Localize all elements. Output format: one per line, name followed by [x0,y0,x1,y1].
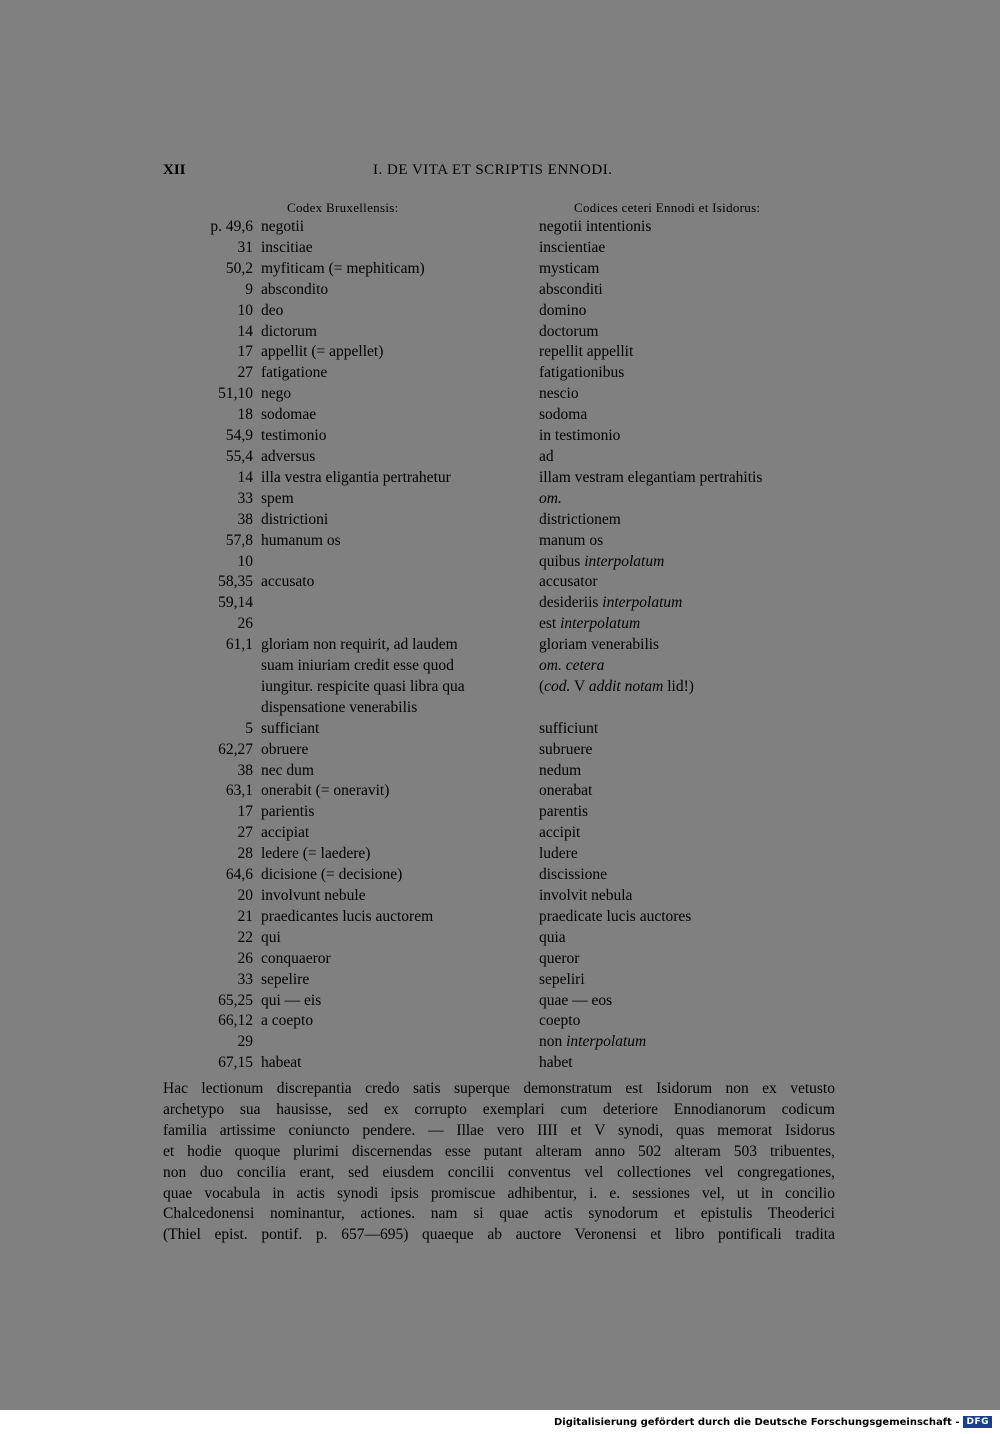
bruxellensis-reading: dispensatione venerabilis [261,698,418,716]
reading-text: non [539,1033,563,1051]
paragraph-line: Chalcedonensi nominantur, actiones. nam si quae actis synodorum et epistulis Theoderici [163,1205,835,1223]
bruxellensis-reading: inscitiae [261,238,313,256]
ceteri-reading [539,781,839,802]
paragraph-line: et hodie quoque plurimi discernendas esse putant alteram anno 502 alteram 503 tribuentes, [163,1142,835,1160]
reading-text: involvit nebula [539,887,633,904]
line-reference: 38 [237,761,253,779]
reading-text: nedum [539,761,582,779]
table-row [163,363,839,384]
dfg-logo: DFG [963,1416,992,1428]
bruxellensis-reading: habeat [261,1054,302,1072]
line-reference: 14 [237,468,253,486]
bruxellensis-reading [261,593,539,614]
table-row [163,844,839,865]
ceteri-reading [539,949,839,970]
table-row [163,572,839,593]
bruxellensis-reading: adversus [261,447,316,465]
reading-text: doctorum [539,322,599,340]
reading-text: in testimonio [539,427,621,445]
reading-text: ludere [539,845,578,863]
bruxellensis-reading: sufficiant [261,719,320,737]
reading-text: quia [539,928,566,946]
bruxellensis-reading: sodomae [261,406,317,424]
ceteri-reading [539,342,839,363]
table-row [163,635,839,656]
table-row [163,781,839,802]
line-reference: 59,14 [218,594,253,612]
reading-text: repellit appellit [539,343,634,361]
line-reference: 9 [245,280,253,298]
reading-text: sodoma [539,406,588,424]
table-row [163,531,839,552]
bruxellensis-reading: nego [261,385,292,403]
ceteri-reading [539,1053,839,1074]
table-row [163,468,839,489]
running-title: I. DE VITA ET SCRIPTIS ENNODI. [373,162,613,178]
column-heading-ceteri: Codices ceteri Ennodi et Isidorus: [574,200,761,215]
reading-text: accipit [539,824,581,842]
line-reference: 66,12 [218,1012,253,1030]
table-row [163,614,839,635]
reading-text: quae — eos [539,991,613,1009]
page-number: XII [163,162,186,178]
table-row [163,907,839,928]
table-row [163,886,839,907]
reading-text: sepeliri [539,970,585,988]
ceteri-reading [539,719,839,740]
ceteri-reading [539,907,839,928]
bruxellensis-reading: testimonio [261,427,327,445]
ceteri-reading [539,384,839,405]
table-row [163,259,839,280]
reading-note-italic: interpolatum [584,552,665,570]
ceteri-reading [539,552,839,573]
line-reference: 31 [237,238,253,256]
line-reference: 22 [237,928,253,946]
paragraph-line: quae vocabula in actis synodi ipsis promiscue adhibentur, i. e. sessiones vel, ut in concilio [163,1184,835,1202]
ceteri-reading [539,844,839,865]
table-row [163,405,839,426]
ceteri-reading [539,761,839,782]
paragraph-line: (Thiel epist. pontif. p. 657—695) quaeque ab auctore Veronensi et libro pontificali tradita [163,1226,835,1244]
reading-text: inscientiae [539,238,606,256]
reading-text: ( [539,677,545,695]
reading-text: gloriam venerabilis [539,636,660,654]
ceteri-reading [539,698,839,719]
bruxellensis-reading: deo [261,301,284,319]
table-row [163,802,839,823]
line-reference: 10 [237,301,253,319]
bruxellensis-reading [261,552,539,573]
bruxellensis-reading: dicisione (= decisione) [261,866,403,884]
bruxellensis-reading: illa vestra eligantia pertrahetur [261,468,451,486]
bruxellensis-reading: fatigatione [261,364,328,382]
ceteri-reading [539,1032,839,1053]
bruxellensis-reading: suam iniuriam credit esse quod [261,657,454,675]
ceteri-reading [539,677,839,698]
variant-readings-table [163,217,839,1074]
ceteri-reading [539,489,839,510]
table-row [163,1032,839,1053]
reading-text: ad [539,447,554,465]
bruxellensis-reading: conquaeror [261,949,331,967]
table-row [163,1011,839,1032]
table-row [163,489,839,510]
line-reference: 67,15 [218,1054,253,1072]
reading-text: negotii intentionis [539,218,652,235]
line-reference: 57,8 [225,531,253,549]
reading-text: districtionem [539,510,621,528]
ceteri-reading [539,238,839,259]
commentary-paragraph [163,1079,835,1246]
line-reference: 27 [237,824,253,842]
line-reference [163,656,261,677]
bruxellensis-reading: gloriam non requirit, ad laudem [261,636,458,654]
reading-text: queror [539,949,580,967]
reading-text: parentis [539,803,589,821]
line-reference: 33 [237,970,253,988]
bruxellensis-reading: praedicantes lucis auctorem [261,907,434,925]
table-row [163,447,839,468]
line-reference: 10 [237,552,253,570]
digitization-credit [554,1416,992,1428]
ceteri-reading [539,322,839,343]
line-reference: 28 [237,845,253,863]
bruxellensis-reading: accipiat [261,824,310,842]
line-reference: 26 [237,949,253,967]
ceteri-reading [539,614,839,635]
table-row [163,823,839,844]
table-row [163,719,839,740]
bruxellensis-reading: ledere (= laedere) [261,845,371,863]
reading-text: habet [539,1054,573,1072]
line-reference: 20 [237,887,253,904]
ceteri-reading [539,531,839,552]
reading-text: nescio [539,385,579,403]
line-reference: 63,1 [225,782,253,800]
paragraph-line: Hac lectionum discrepantia credo satis superque demonstratum est Isidorum non ex vetusto [163,1080,835,1097]
reading-text: absconditi [539,280,603,298]
table-row [163,342,839,363]
bruxellensis-reading: negotii [261,218,305,235]
line-reference [163,677,261,698]
table-row [163,552,839,573]
reading-note-italic: interpolatum [560,615,641,633]
line-reference: 21 [237,907,253,925]
line-reference: 17 [237,803,253,821]
ceteri-reading [539,802,839,823]
table-row [163,740,839,761]
reading-note-italic: om. [539,489,562,507]
ceteri-reading [539,259,839,280]
reading-text: accusator [539,573,598,591]
bruxellensis-reading: involvunt nebule [261,887,366,904]
ceteri-reading [539,301,839,322]
line-reference: 26 [237,615,253,633]
ceteri-reading [539,740,839,761]
table-row [163,1053,839,1074]
reading-note-italic: interpolatum [566,1033,647,1051]
bruxellensis-reading: qui [261,928,281,946]
bruxellensis-reading [261,1032,539,1053]
line-reference: 14 [237,322,253,340]
bruxellensis-reading: qui — eis [261,991,322,1009]
line-reference: 17 [237,343,253,361]
reading-text: subruere [539,740,593,758]
ceteri-reading [539,593,839,614]
bruxellensis-reading: spem [261,489,294,507]
table-row [163,970,839,991]
ceteri-reading [539,865,839,886]
table-row [163,217,839,238]
line-reference: 5 [245,719,253,737]
bruxellensis-reading: districtioni [261,510,329,528]
reading-text: manum os [539,531,604,549]
reading-text: sufficiunt [539,719,599,737]
table-row [163,301,839,322]
table-row [163,949,839,970]
page-header [163,162,835,186]
reading-note-italic: addit notam [588,677,664,695]
table-row [163,510,839,531]
bruxellensis-reading: parientis [261,803,315,821]
table-row [163,593,839,614]
line-reference: 64,6 [225,866,253,884]
reading-text: onerabat [539,782,593,800]
line-reference: 65,25 [218,991,253,1009]
line-reference: 54,9 [225,427,253,445]
reading-text: quibus [539,552,581,570]
ceteri-reading [539,426,839,447]
bruxellensis-reading: sepelire [261,970,310,988]
ceteri-reading [539,970,839,991]
line-reference [163,698,261,719]
ceteri-reading [539,572,839,593]
table-row [163,384,839,405]
table-row [163,238,839,259]
table-row [163,280,839,301]
reading-note-italic: om. cetera [539,657,605,675]
table-row [163,991,839,1012]
reading-text: desideriis [539,594,599,612]
line-reference: 38 [237,510,253,528]
reading-text: lid!) [663,677,694,695]
bruxellensis-reading: myfiticam (= mephiticam) [261,259,425,277]
ceteri-reading [539,823,839,844]
bruxellensis-reading: humanum os [261,531,341,549]
line-reference: 55,4 [225,447,253,465]
reading-text: V [570,677,589,695]
line-reference: 27 [237,364,253,382]
line-reference: 58,35 [218,573,253,591]
paragraph-line: non duo concilia erant, sed eiusdem concilii conventus vel collectiones vel congregationes, [163,1163,835,1181]
reading-text: praedicate lucis auctores [539,907,692,925]
line-reference: 50,2 [225,259,253,277]
line-reference: 18 [237,406,253,424]
table-row [163,865,839,886]
paragraph-line: archetypo sua hausisse, sed ex corrupto exemplari cum deteriore Ennodianorum codicum [163,1100,835,1118]
reading-text: est [539,615,557,633]
bruxellensis-reading: abscondito [261,280,329,298]
line-reference: p. 49,6 [210,218,253,235]
ceteri-reading [539,1011,839,1032]
reading-text: domino [539,301,587,319]
paragraph-line: familia artissime coniuncto pendere. — Illae vero IIII et V synodi, quas memorat Isidorus [163,1121,835,1139]
ceteri-reading [539,280,839,301]
table-row [163,761,839,782]
ceteri-reading [539,217,839,238]
table-row [163,426,839,447]
line-reference: 62,27 [218,740,253,758]
ceteri-reading [539,510,839,531]
reading-text: illam vestram elegantiam pertrahitis [539,468,763,486]
bruxellensis-reading: appellit (= appellet) [261,343,384,361]
table-row [163,677,839,698]
table-row [163,698,839,719]
reading-text: mysticam [539,259,600,277]
reading-text: fatigationibus [539,364,625,382]
table-row [163,322,839,343]
bruxellensis-reading [261,614,539,635]
credit-text: Digitalisierung gefördert durch die Deutsche Forschungsgemeinschaft - [553,1416,960,1428]
ceteri-reading [539,635,839,656]
bruxellensis-reading: obruere [261,740,309,758]
bruxellensis-reading: nec dum [261,761,314,779]
line-reference: 51,10 [218,385,253,403]
line-reference: 61,1 [225,636,253,654]
ceteri-reading [539,886,839,907]
reading-note-italic: cod. [544,677,571,695]
table-row [163,656,839,677]
bruxellensis-reading: accusato [261,573,315,591]
ceteri-reading [539,405,839,426]
column-heading-bruxellensis: Codex Bruxellensis: [287,200,399,215]
line-reference: 29 [237,1033,253,1051]
reading-text: coepto [539,1012,581,1030]
ceteri-reading [539,447,839,468]
reading-note-italic: interpolatum [602,594,683,612]
reading-text: discissione [539,866,608,884]
bruxellensis-reading: a coepto [261,1012,314,1030]
bruxellensis-reading: onerabit (= oneravit) [261,782,390,800]
line-reference: 33 [237,489,253,507]
ceteri-reading [539,928,839,949]
bruxellensis-reading: iungitur. respicite quasi libra qua [261,677,465,695]
bruxellensis-reading: dictorum [261,322,317,340]
ceteri-reading [539,991,839,1012]
ceteri-reading [539,468,839,489]
ceteri-reading [539,363,839,384]
table-row [163,928,839,949]
ceteri-reading [539,656,839,677]
